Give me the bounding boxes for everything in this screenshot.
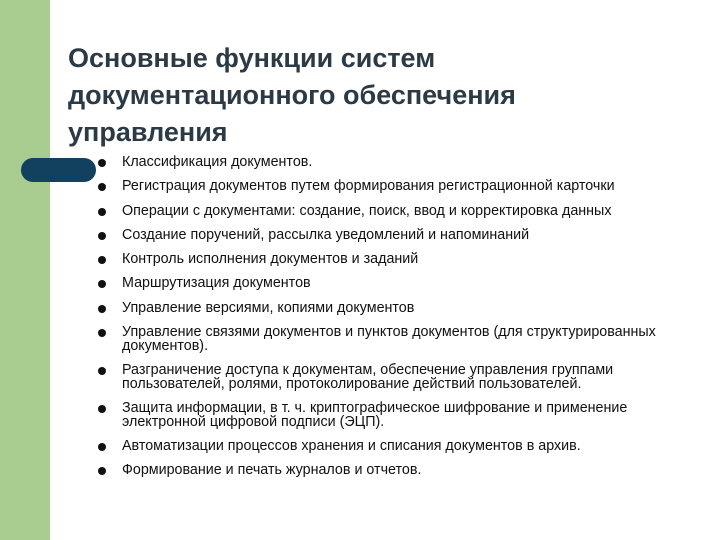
list-item-text: Создание поручений, рассылка уведомлений и напоминаний bbox=[122, 226, 530, 243]
list-item-text: Регистрация документов путем формирования регистрационной карточки bbox=[122, 178, 615, 195]
list-item bbox=[98, 402, 710, 429]
bullet-icon bbox=[98, 159, 106, 167]
list-item bbox=[98, 156, 710, 170]
bullet-icon bbox=[98, 232, 106, 240]
decorative-accent-bar bbox=[21, 158, 96, 182]
list-item bbox=[98, 440, 710, 454]
list-item-text: Контроль исполнения документов и заданий bbox=[122, 251, 419, 268]
list-item bbox=[98, 326, 710, 353]
slide-title-line: Основные функции систем bbox=[68, 43, 436, 73]
bullet-icon bbox=[98, 329, 106, 337]
list-item bbox=[98, 464, 710, 478]
bullet-icon bbox=[98, 256, 106, 264]
list-item bbox=[98, 226, 710, 243]
list-item-text: Управление версиями, копиями документов bbox=[122, 299, 415, 316]
list-item-text: Управление связями документов и пунктов документов (для структурированных документов). bbox=[122, 324, 656, 354]
list-item bbox=[98, 180, 710, 194]
bullet-icon bbox=[98, 443, 106, 451]
list-item bbox=[98, 253, 710, 267]
bullet-icon bbox=[98, 183, 106, 191]
bullet-icon bbox=[98, 208, 106, 216]
list-item-text: Маршрутизация документов bbox=[122, 275, 311, 292]
list-item-text: Защита информации, в т. ч. криптографическое шифрование и применение электронной цифровой подписи (ЭЦП). bbox=[122, 400, 628, 430]
list-item bbox=[98, 364, 710, 391]
slide-title-line: управления bbox=[68, 117, 228, 147]
list-item-text: Разграничение доступа к документам, обеспечение управления группами пользователей, ролями, протоколирование действий пользователей. bbox=[122, 362, 614, 392]
bullet-icon bbox=[98, 305, 106, 313]
list-item bbox=[98, 202, 710, 219]
bullet-icon bbox=[98, 405, 106, 413]
slide-title-line: документационного обеспечения bbox=[68, 80, 516, 110]
bullet-icon bbox=[98, 467, 106, 475]
slide-title bbox=[68, 40, 688, 151]
function-list bbox=[98, 156, 710, 489]
bullet-icon bbox=[98, 367, 106, 375]
list-item-text: Классификация документов. bbox=[122, 154, 313, 170]
list-item-text: Автоматизации процессов хранения и списания документов в архив. bbox=[122, 438, 581, 455]
bullet-icon bbox=[98, 280, 106, 288]
list-item bbox=[98, 299, 710, 316]
list-item-text: Формирование и печать журналов и отчетов. bbox=[122, 462, 422, 479]
list-item-text: Операции с документами: создание, поиск, ввод и корректировка данных bbox=[122, 202, 612, 219]
list-item bbox=[98, 277, 710, 291]
